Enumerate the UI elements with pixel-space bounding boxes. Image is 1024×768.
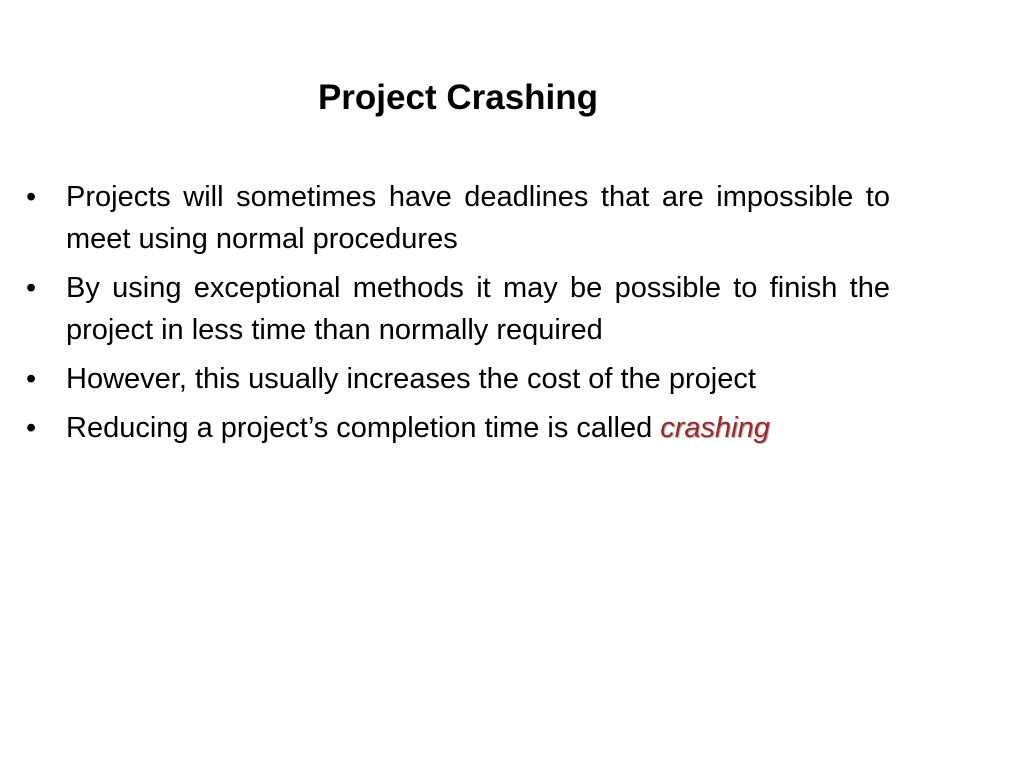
- bullet-icon: •: [26, 363, 37, 395]
- bullet-list: [26, 176, 890, 456]
- bullet-icon: •: [26, 412, 37, 444]
- bullet-text: By using exceptional methods it may be possible to finish the project in less time than normally required: [66, 272, 890, 346]
- bullet-text: Projects will sometimes have deadlines that are impossible to meet using normal procedures: [66, 181, 890, 255]
- highlighted-term: crashing: [660, 412, 770, 444]
- slide-title: Project Crashing: [317, 78, 599, 117]
- bullet-item: [26, 176, 890, 260]
- bullet-item: [26, 358, 890, 400]
- bullet-icon: •: [26, 272, 37, 304]
- bullet-text: Reducing a project’s completion time is called: [66, 412, 661, 444]
- bullet-item: [26, 267, 890, 351]
- bullet-item: [26, 407, 890, 449]
- bullet-text: However, this usually increases the cost of the project: [66, 363, 756, 395]
- bullet-icon: •: [26, 181, 37, 213]
